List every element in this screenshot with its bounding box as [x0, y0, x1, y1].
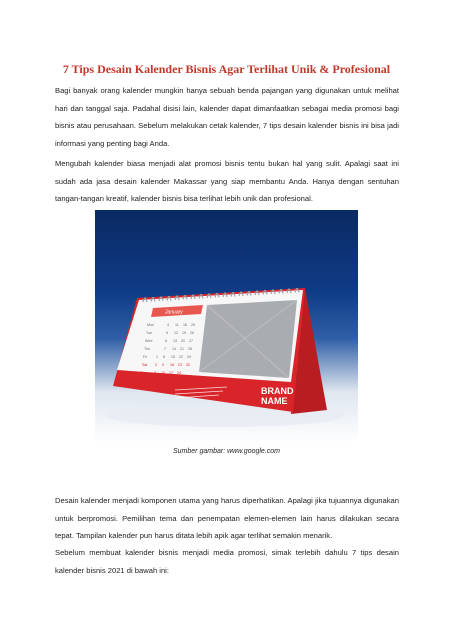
- month-label: January: [165, 309, 183, 316]
- brand-line-2: NAME: [261, 396, 288, 406]
- svg-text:12: 12: [174, 331, 178, 335]
- svg-text:Fri: Fri: [143, 355, 148, 359]
- svg-text:28: 28: [188, 347, 192, 351]
- svg-text:16: 16: [170, 363, 174, 367]
- svg-text:14: 14: [172, 347, 176, 351]
- svg-text:Sat: Sat: [142, 363, 148, 367]
- svg-text:Tue: Tue: [146, 331, 153, 335]
- svg-text:19: 19: [182, 331, 186, 335]
- photo-placeholder: [199, 300, 297, 378]
- paragraph-design: Desain kalender menjadi komponen utama yang harus diperhatikan. Apalagi jika tujuannya digunakan untuk berpromosi. Pemilihan tema dan penempatan elemen-elemen lain harus dilakukan secara tepat. Tampilan kalender pun harus ditata lebih apik agar terlihat semakin menarik.: [55, 496, 399, 540]
- svg-text:11: 11: [175, 323, 179, 327]
- svg-text:3: 3: [154, 371, 156, 375]
- svg-text:9: 9: [162, 363, 164, 367]
- svg-text:1: 1: [156, 355, 158, 359]
- calendar-figure: [95, 210, 358, 443]
- svg-text:23: 23: [178, 363, 182, 367]
- svg-text:26: 26: [190, 331, 194, 335]
- paragraph-promotion: Mengubah kalender biasa menjadi alat promosi bisnis tentu bukan hal yang sulit. Apalagi saat ini sudah ada jasa desain kalender Makassar yang siap membantu Anda. Hanya dengan sentuhan tangan-tangan kreatif, kalender bisnis bisa terlihat lebih unik dan profesional.: [55, 159, 399, 203]
- svg-text:6: 6: [165, 339, 167, 343]
- svg-text:30: 30: [186, 363, 190, 367]
- svg-text:Thu: Thu: [144, 347, 151, 351]
- paragraph-intro: Bagi banyak orang kalender mungkin hanya sebuah benda pajangan yang digunakan untuk melihat hari dan tanggal saja. Padahal disisi lain, kalender dapat dimanfaatkan sebagai media promosi bagi bisnis atau perusahaan. Sebelum melakukan cetak kalender, 7 tips desain kalender bisnis ini bisa jadi informasi yang penting bagi Anda.: [55, 86, 399, 148]
- brand-line-1: BRAND: [261, 386, 294, 396]
- svg-text:13: 13: [173, 339, 177, 343]
- svg-text:18: 18: [183, 323, 187, 327]
- svg-text:Wed: Wed: [145, 339, 153, 343]
- svg-text:8: 8: [163, 355, 165, 359]
- svg-text:25: 25: [191, 323, 195, 327]
- svg-text:24: 24: [177, 371, 181, 375]
- svg-text:21: 21: [180, 347, 184, 351]
- desk-calendar-illustration: [95, 210, 358, 443]
- svg-text:17: 17: [169, 371, 173, 375]
- svg-text:27: 27: [189, 339, 193, 343]
- svg-text:4: 4: [167, 323, 169, 327]
- svg-text:5: 5: [166, 331, 168, 335]
- svg-text:29: 29: [187, 355, 191, 359]
- svg-text:15: 15: [171, 355, 175, 359]
- svg-text:7: 7: [164, 347, 166, 351]
- svg-text:20: 20: [181, 339, 185, 343]
- svg-text:10: 10: [161, 371, 165, 375]
- svg-text:22: 22: [179, 355, 183, 359]
- document-title: 7 Tips Desain Kalender Bisnis Agar Terlihat Unik & Profesional: [62, 62, 391, 76]
- figure-caption: Sumber gambar: www.google.com: [173, 448, 280, 455]
- paragraph-tips-intro: Sebelum membuat kalender bisnis menjadi media promosi, simak terlebih dahulu 7 tips desain kalender bisnis 2021 di bawah ini:: [55, 548, 399, 575]
- svg-text:Sun: Sun: [141, 371, 148, 375]
- svg-text:2: 2: [155, 363, 157, 367]
- svg-text:Mon: Mon: [147, 323, 154, 327]
